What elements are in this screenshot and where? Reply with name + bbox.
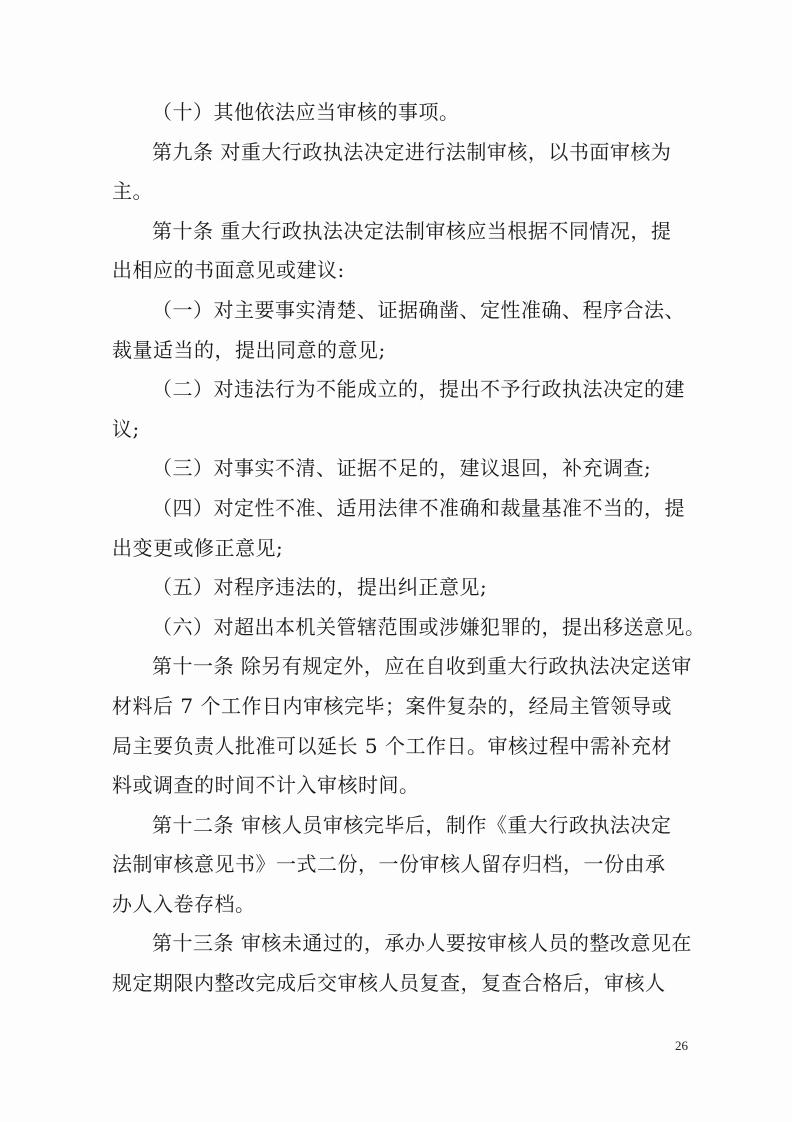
document-body (112, 93, 706, 1004)
item-two-line-1: （二）对违法行为不能成立的，提出不予行政执法决定的建 (152, 377, 685, 402)
article-eleven-line-1: 第十一条 除另有规定外，应在自收到重大行政执法决定送审 (152, 654, 692, 679)
item-three: （三）对事实不清、证据不足的，建议退回，补充调查; (152, 456, 652, 481)
article-twelve-line-2: 法制审核意见书》一式二份，一份审核人留存归档，一份由承 (112, 852, 666, 877)
article-thirteen-line-2: 规定期限内整改完成后交审核人员复查，复查合格后，审核人 (112, 971, 666, 996)
article-thirteen-line-1: 第十三条 审核未通过的，承办人要按审核人员的整改意见在 (152, 931, 692, 956)
article-eleven-line-4: 料或调查的时间不计入审核时间。 (112, 773, 420, 798)
item-four-line-1: （四）对定性不准、适用法律不准确和裁量基准不当的，提 (152, 495, 685, 520)
item-two-line-2: 议; (112, 416, 140, 441)
item-four-line-2: 出变更或修正意见; (112, 535, 284, 560)
item-six: （六）对超出本机关管辖范围或涉嫌犯罪的，提出移送意见。 (152, 614, 706, 639)
page-number: 26 (675, 1038, 688, 1053)
article-eleven-line-3: 局主要负责人批准可以延长 5 个工作日。审核过程中需补充材 (112, 733, 672, 758)
item-ten: （十）其他依法应当审核的事项。 (152, 100, 460, 124)
article-nine-line-1: 第九条 对重大行政执法决定进行法制审核，以书面审核为 (152, 139, 672, 164)
article-twelve-line-1: 第十二条 审核人员审核完毕后，制作《重大行政执法决定 (152, 812, 672, 837)
article-nine-line-2: 主。 (112, 179, 153, 204)
article-eleven-line-2: 材料后 7 个工作日内审核完毕；案件复杂的，经局主管领导或 (112, 693, 672, 718)
article-twelve-line-3: 办人入卷存档。 (112, 891, 256, 916)
item-one-line-2: 裁量适当的，提出同意的意见; (112, 337, 386, 362)
item-one-line-1: （一）对主要事实清楚、证据确凿、定性准确、程序合法、 (152, 297, 685, 322)
article-ten-line-1: 第十条 重大行政执法决定法制审核应当根据不同情况，提 (152, 218, 672, 243)
item-five: （五）对程序违法的，提出纠正意见; (152, 575, 488, 600)
article-ten-line-2: 出相应的书面意见或建议: (112, 258, 345, 283)
